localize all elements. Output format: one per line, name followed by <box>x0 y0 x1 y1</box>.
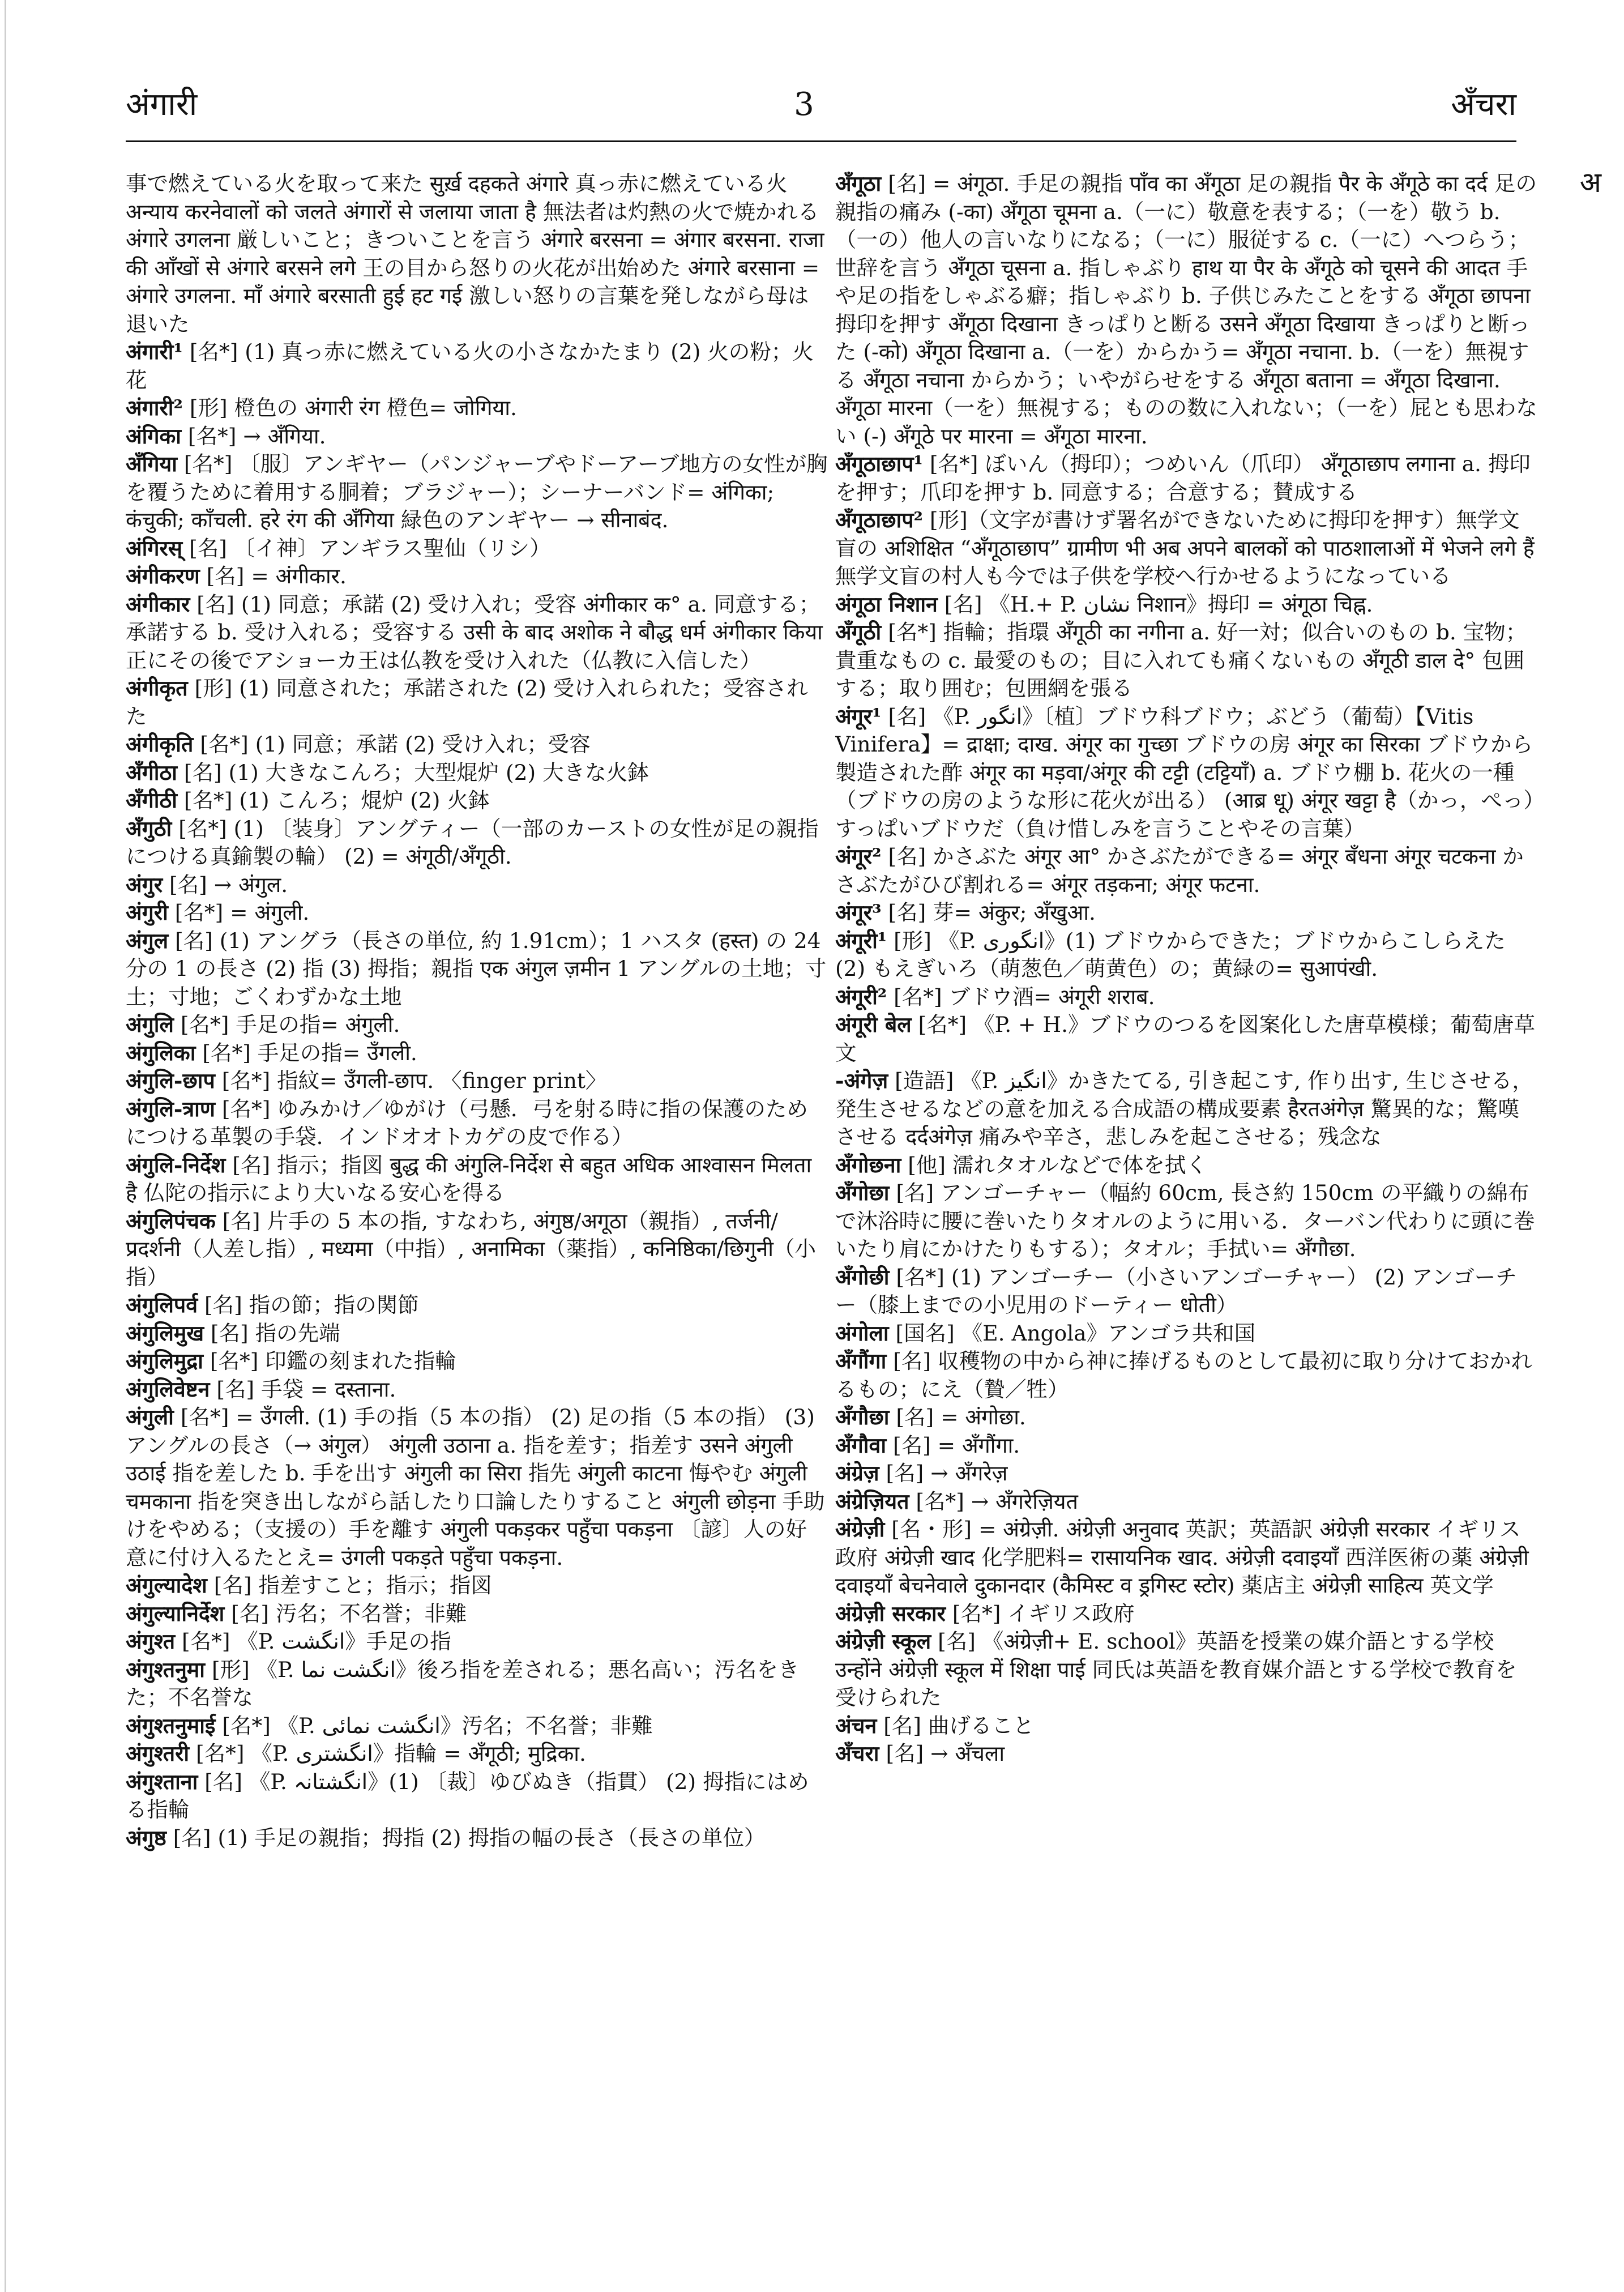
entry-headword: अँगूठाछाप¹ <box>835 451 923 476</box>
entry-headword: अंगुश्तरी <box>126 1741 190 1766</box>
entry-definition: [名] = अंगोछा. <box>896 1405 1026 1429</box>
entry-headword: अँगीठी <box>126 788 177 813</box>
entry-headword: अँगिया <box>126 451 177 476</box>
section-thumb-index: अ <box>1579 166 1601 199</box>
dictionary-entry <box>835 703 1537 843</box>
dictionary-entry <box>835 1516 1537 1600</box>
entry-definition: [名] 手袋 = दस्ताना. <box>216 1376 396 1402</box>
entry-definition: [名*] = उँगली. (1) 手の指（5 本の指） (2) 足の指（5 本の指） (3) アングルの長さ（→ अंगुल） अंगुली उठाना a. 指を差す；指差す उसने अंगुली उठाई 指を差した b. 手を出す अंगुली का सिरा 指先 अंगुली काटना 悔やむ अंगुली चमकाना 指を突き出しながら話したり口論したりすること अंगुली छोड़ना 手助けをやめる；（支援の）手を離す अंगुली पकड़कर पहुँचा पकड़ना 〔諺〕人の好意に付け入るたとえ= उंगली पकड़ते पहुँचा पकड़ना. <box>126 1405 825 1570</box>
dictionary-entry <box>126 675 828 731</box>
entry-headword: अंग्रेज़ <box>835 1461 879 1486</box>
entry-headword: अंगूरी बेल <box>835 1012 912 1037</box>
entry-headword: अंगुलि-त्राण <box>126 1096 215 1121</box>
entry-definition: [名] 指示；指図 बुद्ध की अंगुलि-निर्देश से बहुत अधिक आश्वासन मिलता है 仏陀の指示により大いなる安心を得る <box>126 1152 812 1205</box>
dictionary-entry <box>835 1179 1537 1264</box>
dictionary-entry <box>835 1459 1537 1488</box>
dictionary-entry <box>835 1067 1537 1151</box>
entry-definition: [名*] 指輪；指環 अँगूठी का नगीना a. 好一対；似合いのもの b. 宝物；貴重なもの c. 最愛のもの；目に入れても痛くないもの अँगूठी डाल दे° 包囲する；取り囲む；包囲網を張る <box>835 620 1527 701</box>
dictionary-entry <box>835 1600 1537 1628</box>
entry-headword: अंगीकृति <box>126 732 194 757</box>
dictionary-entry <box>126 927 828 1011</box>
entry-definition: [名] 《P. انگشتانہ》(1) 〔裁〕ゆびぬき（指貫） (2) 拇指にはめる指輪 <box>126 1769 809 1822</box>
entry-headword: अंगुश्तनुमाई <box>126 1713 216 1738</box>
dictionary-entry <box>126 1656 828 1712</box>
entry-headword: अंगूर² <box>835 844 882 869</box>
entry-headword: अंगुर <box>126 872 163 897</box>
dictionary-entry <box>835 1264 1537 1320</box>
dictionary-entry <box>126 1291 828 1320</box>
entry-headword: अँगौछा <box>835 1405 890 1429</box>
dictionary-entry <box>126 1768 828 1824</box>
entry-headword: अंग्रेज़ी सरकार <box>835 1600 946 1626</box>
dictionary-entry <box>126 338 828 394</box>
entry-definition: [名] 指の節；指の関節 <box>204 1292 419 1317</box>
entry-definition: [名] かさぶた अंगूर आ° かさぶたができる= अंगूर बँधना अंगूर चटकना かさぶたがひび割れる= अंगूर तड़कना; अंगूर फटना. <box>835 844 1524 897</box>
entry-definition: [名*] 《P. انگشت》手足の指 <box>182 1629 451 1654</box>
running-head-left: अंगारी <box>126 86 198 123</box>
entry-definition: [名] 芽= अंकुर; अँखुआ. <box>888 900 1096 925</box>
entry-headword: अँगौवा <box>835 1432 887 1458</box>
dictionary-entry <box>126 1095 828 1151</box>
dictionary-entry <box>126 535 828 563</box>
entry-headword: अंग्रेज़ी <box>835 1517 885 1542</box>
entry-definition: [他] 濡れタオルなどで体を拭く <box>908 1152 1207 1177</box>
entry-headword: अँगोछा <box>835 1180 890 1205</box>
dictionary-entry <box>835 506 1537 591</box>
entry-definition: [形] 《P. انگشت نما》後ろ指を差される；悪名高い；汚名をきた；不名誉な <box>126 1657 800 1710</box>
running-head-right: अँचरा <box>1451 86 1516 123</box>
entry-headword: अँगुठी <box>126 816 172 841</box>
dictionary-entry <box>835 1628 1537 1712</box>
entry-definition: [名*] (1) 同意；承諾 (2) 受け入れ；受容 <box>200 732 591 757</box>
entry-definition: [形] 《P. انگوری》(1) ブドウからできた；ブドウからこしらえた (2) もえぎいろ（萌葱色／萌黄色）の；黄緑の= सुआपंखी. <box>835 928 1506 981</box>
entry-definition: [名*] (1) こんろ；焜炉 (2) 火鉢 <box>183 788 490 813</box>
entry-definition: [名*] 手足の指= अंगुली. <box>180 1012 400 1037</box>
dictionary-entry <box>126 1572 828 1600</box>
entry-definition: [名] = अंगूठा. 手足の親指 पाँव का अँगूठा 足の親指 पैर के अँगूठे का दर्द 足の親指の痛み (-का) अँगूठा चूमना a.（一に）敬意を表する；（一を）敬う b.（一の）他人の言いなりになる；（一に）服従する c.（一に）へつらう；世辞を言う अँगूठा चूसना a. 指しゃぶり हाथ या पैर के अँगूठे को चूसने की आदत 手や足の指をしゃぶる癖；指しゃぶり b. 子供じみたことをする अँगूठा छापना 拇印を押す अँगूठा दिखाना きっぱりと断る उसने अँगूठा दिखाया きっぱりと断った (-को) अँगूठा दिखाना a.（一を）からかう= अँगूठा नचाना. b.（一を）無視する अँगूठा नचाना からかう；いやがらせをする अँगूठा बताना = अँगूठा दिखाना. अँगूठा मारना（一を）無視する；ものの数に入れない；（一を）屁とも思わない (-) अँगूठे पर मारना = अँगूठा मारना. <box>835 171 1537 449</box>
entry-definition: [名*] 《P. + H.》ブドウのつるを図案化した唐草模様；葡萄唐草文 <box>835 1012 1536 1065</box>
dictionary-entry <box>126 394 828 422</box>
dictionary-entry <box>126 1824 828 1853</box>
entry-definition: [名*] イギリス政府 <box>952 1600 1135 1626</box>
dictionary-entry <box>835 1151 1537 1180</box>
entry-definition: [名] = अंगीकार. <box>206 564 347 588</box>
entry-definition: [形] (1) 同意された；承諾された (2) 受け入れられた；受容された <box>126 676 808 729</box>
dictionary-entry <box>126 1403 828 1572</box>
dictionary-entry <box>126 591 828 675</box>
dictionary-entry <box>835 591 1537 619</box>
entry-definition: [名] 指の先端 <box>210 1320 340 1346</box>
dictionary-entry <box>126 562 828 591</box>
entry-headword: अंगुलिका <box>126 1040 196 1065</box>
entry-definition: [名*] (1) 真っ赤に燃えている火の小さなかたまり (2) 火の粉；火花 <box>126 339 814 392</box>
dictionary-entry <box>835 170 1537 450</box>
entry-headword: अंगीकृत <box>126 676 188 701</box>
entry-headword: अंगुली <box>126 1405 174 1429</box>
dictionary-entry <box>126 422 828 451</box>
entry-headword: अंगुलिपर्व <box>126 1292 198 1317</box>
entry-headword: अंगूर³ <box>835 900 882 925</box>
entry-headword: अंगीकार <box>126 591 190 617</box>
dictionary-entry <box>835 1712 1537 1740</box>
entry-definition: [名] (1) 手足の親指；拇指 (2) 拇指の幅の長さ（長さの単位） <box>173 1825 766 1850</box>
dictionary-entry <box>126 1067 828 1095</box>
entry-headword: अंगुलिवेष्टन <box>126 1376 210 1402</box>
entry-definition: 事で燃えている火を取って来た सुर्ख़ दहकते अंगारे 真っ赤に燃えている火 अन्याय करनेवालों को जलते अंगारों से जलाया जाता है 無法者は灼熱の火で焼かれる अंगारे उगलना 厳しいこと；きついことを言う अंगारे बरसना = अंगार बरसना. राजा की आँखों से अंगारे बरसने लगे 王の目から怒りの火花が出始めた अंगारे बरसाना = अंगारे उगलना. माँ अंगारे बरसाती हुई हट गई 激しい怒りの言葉を発しながら母は退いた <box>126 171 824 336</box>
dictionary-entry <box>126 1628 828 1656</box>
entry-definition: [名] → अँचला <box>886 1741 1005 1766</box>
dictionary-entry <box>126 1207 828 1292</box>
page-number: 3 <box>794 86 814 123</box>
dictionary-entry <box>126 787 828 815</box>
entry-definition: [形]（文字が書けず署名ができないために拇印を押す）無学文盲の अशिक्षित “अँगूठाछाप” ग्रामीण भी अब अपने बालकों को पाठशालाओं में भेजने लगे हैं 無学文盲の村人も今では子供を学校へ行かせるようになっている <box>835 507 1535 588</box>
dictionary-entry <box>835 843 1537 899</box>
dictionary-entry <box>126 1039 828 1068</box>
dictionary-entry <box>126 450 828 535</box>
entry-definition: [名] アンゴーチャー（幅約 60cm, 長さ約 150cm の平織りの綿布で沐浴時に腰に巻いたりタオルのように用いる．ターバン代わりに頭に巻いたり肩にかけたりもする）；タオル；手拭い= अँगौछा. <box>835 1180 1535 1261</box>
entry-definition: [名*] 《P. انگشت نمائی》汚名；不名誉；非難 <box>222 1713 653 1738</box>
dictionary-entry <box>126 170 828 338</box>
entry-headword: अंगुलि <box>126 1012 174 1037</box>
dictionary-entry <box>835 1432 1537 1460</box>
entry-headword: अंगुल्यानिर्देश <box>126 1600 225 1626</box>
dictionary-entry <box>126 759 828 787</box>
dictionary-entry <box>126 1011 828 1039</box>
entry-definition: [名*] ゆみかけ／ゆがけ（弓懸．弓を射る時に指の保護のためにつける革製の手袋．インドオオトカゲの皮で作る） <box>126 1096 808 1149</box>
entry-definition: [名*] 手足の指= उँगली. <box>202 1040 417 1065</box>
entry-headword: अँचरा <box>835 1741 879 1766</box>
dictionary-entry <box>835 1011 1537 1067</box>
entry-headword: अंगुष्ठ <box>126 1825 166 1850</box>
entry-headword: अँगूठा <box>835 171 882 196</box>
entry-definition: [名] 《अंग्रेज़ी+ E. school》英語を授業の媒介語とする学校 उन्होंने अंग्रेज़ी स्कूल में शिक्षा पाई 同氏は英語を教育媒介語とする学校で教育を受けられた <box>835 1629 1517 1710</box>
entry-headword: अंचन <box>835 1713 877 1738</box>
entry-definition: [名] 〔イ神〕アンギラス聖仙（リシ） <box>189 535 551 561</box>
dictionary-entry <box>835 983 1537 1011</box>
dictionary-entry <box>126 1600 828 1628</box>
dictionary-entry <box>126 1347 828 1376</box>
entry-headword: अंगोला <box>835 1320 889 1346</box>
dictionary-entry <box>126 899 828 927</box>
entry-definition: [名] 汚名；不名誉；非難 <box>231 1600 467 1626</box>
entry-definition: [名] → अँगरेज़ <box>886 1461 1008 1486</box>
entry-headword: अंगुश्ताना <box>126 1769 198 1794</box>
entry-headword: अंगुलिमुद्रा <box>126 1348 203 1373</box>
dictionary-entry <box>835 1403 1537 1432</box>
entry-headword: अंगुल्यादेश <box>126 1573 207 1598</box>
entry-headword: अंगुश्तनुमा <box>126 1657 206 1682</box>
entry-headword: अंगूर¹ <box>835 703 882 729</box>
entry-definition: [国名] 《E. Angola》アンゴラ共和国 <box>895 1320 1256 1346</box>
dictionary-entry <box>126 731 828 759</box>
header-rule <box>126 140 1516 142</box>
entry-definition: [名] 曲げること <box>883 1713 1035 1738</box>
left-column <box>126 170 828 2265</box>
entry-definition: [名] 《H.+ P. نشان निशान》拇印 = अंगूठा चिह्न. <box>944 591 1373 617</box>
entry-headword: अंग्रेज़ी स्कूल <box>835 1629 931 1654</box>
entry-headword: अंगीकरण <box>126 564 200 588</box>
entry-definition: [名] 片手の 5 本の指, すなわち, अंगुष्ठ/अगूठा（親指）, तर्जनी/प्रदर्शनी（人差し指）, मध्यमा（中指）, अनामिका（薬指）, कनिष्ठिका/छिगुनी（小指） <box>126 1208 816 1290</box>
dictionary-entry <box>835 1320 1537 1348</box>
dictionary-entry <box>835 1740 1537 1768</box>
right-column <box>835 170 1537 2265</box>
entry-definition: [名] (1) 大きなこんろ；大型焜炉 (2) 大きな火鉢 <box>183 759 649 785</box>
entry-definition: [名*] 〔服〕アンギヤー（パンジャーブやドーアーブ地方の女性が胸を覆うために着用する胴着；ブラジャー）；シーナーバンド= अंगिका; कंचुकी; काँचली. हरे रंग की अँगिया 緑色のアンギヤー → सीनाबंद. <box>126 451 828 532</box>
entry-headword: अंगारी² <box>126 395 183 420</box>
entry-headword: अंग्रेज़ियत <box>835 1488 909 1514</box>
entry-definition: [形] 橙色の अंगारी रंग 橙色= जोगिया. <box>189 395 517 420</box>
entry-definition: [名*] ブドウ酒= अंगूरी शराब. <box>894 984 1155 1009</box>
entry-definition: [名*] → अँगरेज़ियत <box>916 1488 1078 1514</box>
entry-headword: अंगूरी¹ <box>835 928 887 953</box>
entry-headword: अँगोछना <box>835 1152 901 1177</box>
entry-headword: अंगूठा निशान <box>835 591 938 617</box>
entry-definition: [造語] 《P. انگیز》かきたてる, 引き起こす, 作り出す, 生じさせる，発生させるなどの意を加える合成語の構成要素 हैरतअंगेज़ 驚異的な；驚嘆させる दर्दअंगेज़ 痛みや辛さ，悲しみを起こさせる；残念な <box>835 1068 1533 1149</box>
entry-definition: [名] 《P. انگور》〔植〕ブドウ科ブドウ；ぶどう（葡萄）【Vitis Vinifera】= द्राक्षा; दाख. अंगूर का गुच्छा ブドウの房 अंगूर का सिरका ブドウから製造された酢 अंगूर का मड़वा/अंगूर की टट्टी (टट्टियाँ) a. ブドウ棚 b. 花火の一種（ブドウの房のような形に花火が出る） (आब्र धू) अंगूर खट्टा है（かっ，ぺっ）すっぱいブドウだ（負け惜しみを言うことやその言葉） <box>835 703 1535 841</box>
entry-definition: [名] (1) アングラ（長さの単位, 約 1.91cm）；1 ハスタ (हस्त) の 24 分の 1 の長さ (2) 指 (3) 拇指；親指 एक अंगुल ज़मीन 1 アングルの土地；寸土；寸地；ごくわずかな土地 <box>126 928 827 1009</box>
dictionary-entry <box>126 1712 828 1740</box>
entry-definition: [名] 指差すこと；指示；指図 <box>213 1573 492 1598</box>
dictionary-entry <box>835 1488 1537 1516</box>
entry-definition: [名] (1) 同意；承諾 (2) 受け入れ；受容 अंगीकार क° a. 同意する；承諾する b. 受け入れる；受容する उसी के बाद अशोक ने बौद्ध धर्म अंगीकार किया 正にその後でアショーカ王は仏教を受け入れた（仏教に入信した） <box>126 591 823 673</box>
dictionary-entry <box>835 450 1537 506</box>
entry-headword: अंगारी¹ <box>126 339 183 364</box>
entry-headword: -अंगेज़ <box>835 1068 888 1093</box>
dictionary-entry <box>126 1151 828 1207</box>
entry-headword: अँगौंगा <box>835 1348 887 1373</box>
entry-definition: [名] 収穫物の中から神に捧げるものとして最初に取り分けておかれるもの；にえ（贄／牲） <box>835 1348 1532 1402</box>
entry-headword: अंगुलि-निर्देश <box>126 1152 226 1177</box>
dictionary-entry <box>835 1347 1537 1403</box>
entry-headword: अँगोछी <box>835 1264 890 1290</box>
dictionary-entry <box>835 899 1537 927</box>
entry-definition: [名] → अंगुल. <box>169 872 288 897</box>
scan-edge <box>5 0 6 2292</box>
dictionary-entry <box>835 927 1537 983</box>
dictionary-entry <box>126 1320 828 1348</box>
entry-headword: अंगुलिपंचक <box>126 1208 216 1234</box>
entry-headword: अंगिका <box>126 423 181 449</box>
entry-definition: [名*] = अंगुली. <box>174 900 310 925</box>
dictionary-entry <box>126 1376 828 1404</box>
entry-headword: अंगुल <box>126 928 169 953</box>
entry-headword: अंगुश्त <box>126 1629 176 1654</box>
dictionary-entry <box>126 871 828 899</box>
entry-headword: अंगुरी <box>126 900 168 925</box>
entry-definition: [名*] ぼいん（拇印）；つめいん（爪印） अँगूठाछाप लगाना a. 拇印を押す；爪印を押す b. 同意する；合意する；賛成する <box>835 451 1531 505</box>
entry-definition: [名・形] = अंग्रेज़ी. अंग्रेज़ी अनुवाद 英訳；英語訳 अंग्रेज़ी सरकार イギリス政府 अंग्रेज़ी खाद 化学肥料= रासायनिक खाद. अंग्रेज़ी दवाइयाँ 西洋医術の薬 अंग्रेज़ी दवाइयाँ बेचनेवाले दुकानदार (कैमिस्ट व ड्रगिस्ट स्टोर) 薬店主 अंग्रेज़ी साहित्य 英文学 <box>835 1517 1529 1598</box>
entry-definition: [名*] 印鑑の刻まれた指輪 <box>210 1348 456 1373</box>
dictionary-entry <box>126 815 828 871</box>
entry-definition: [名*] (1) アンゴーチー（小さいアンゴーチャー） (2) アンゴーチー（膝上までの小児用のドーティー धोती） <box>835 1264 1517 1317</box>
entry-definition: [名*] 《P. انگشتری》指輪 = अँगूठी; मुद्रिका. <box>196 1741 586 1766</box>
entry-headword: अंगिरस् <box>126 535 183 561</box>
entry-definition: [名*] 指紋= उँगली-छाप. 〈finger print〉 <box>221 1068 607 1093</box>
entry-definition: [名*] (1) 〔装身〕アングティー（一部のカーストの女性が足の親指につける真鍮製の輪） (2) = अंगूठी/अँगूठी. <box>126 816 819 869</box>
dictionary-entry <box>835 618 1537 703</box>
entry-headword: अंगुलि-छाप <box>126 1068 215 1093</box>
dictionary-entry <box>126 1740 828 1768</box>
entry-headword: अंगूरी² <box>835 984 887 1009</box>
entry-headword: अँगूठी <box>835 620 882 645</box>
entry-headword: अँगीठा <box>126 759 177 785</box>
entry-definition: [名] = अँगौंगा. <box>892 1432 1020 1458</box>
entry-headword: अंगुलिमुख <box>126 1320 204 1346</box>
entry-definition: [名*] → अँगिया. <box>187 423 326 449</box>
entry-headword: अँगूठाछाप² <box>835 507 923 532</box>
